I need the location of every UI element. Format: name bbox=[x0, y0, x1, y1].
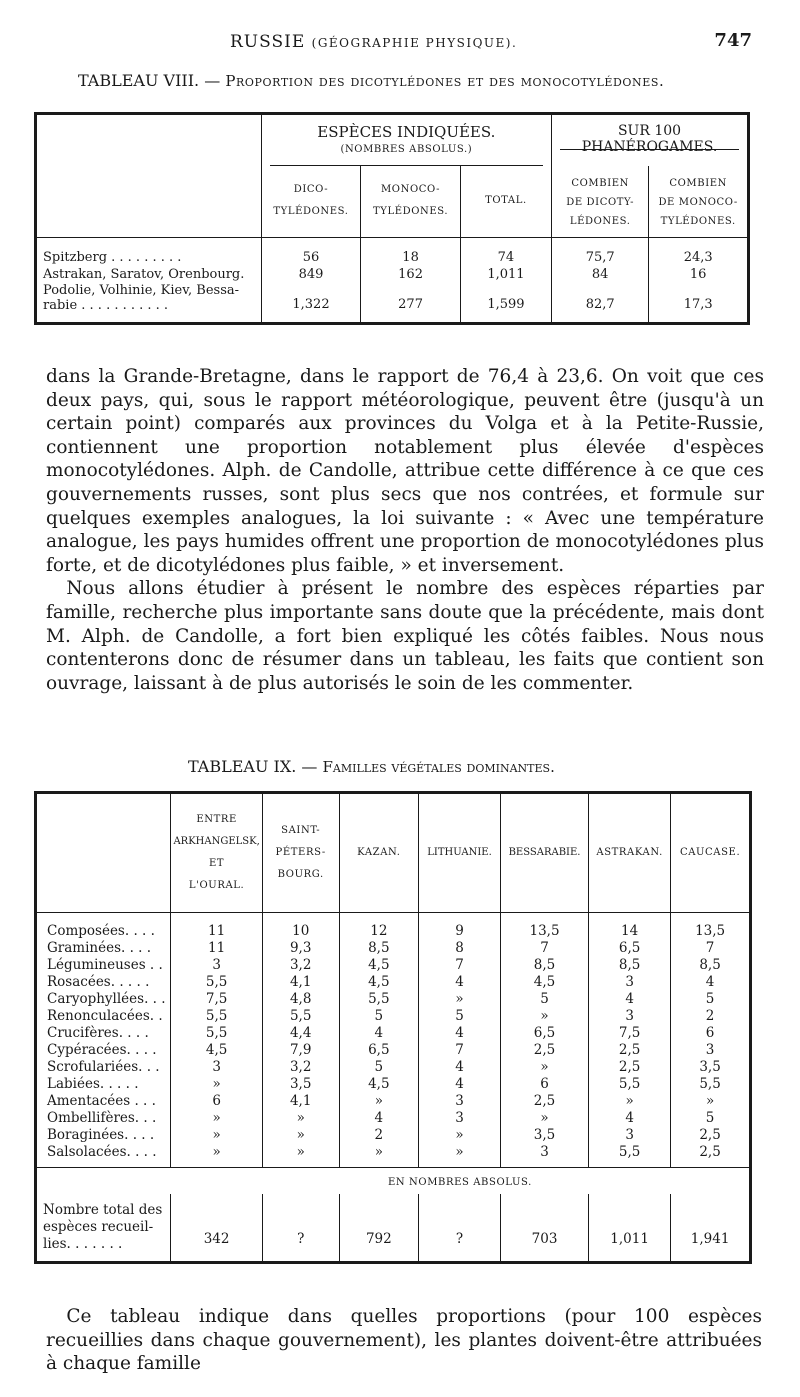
table9-family-name: Crucifères. . . . bbox=[47, 1025, 149, 1041]
table9-caption-number: TABLEAU IX. — bbox=[188, 757, 318, 776]
table9-cell: 5 bbox=[339, 1059, 419, 1076]
table9-total-cell: 1,941 bbox=[671, 1194, 751, 1262]
table9-corner bbox=[36, 793, 171, 913]
table9-family-name: Scrofulariées. . . bbox=[47, 1059, 160, 1075]
table9-family-name: Composées. . . . bbox=[47, 923, 155, 939]
table-row bbox=[36, 1008, 751, 1025]
table8-col-dico bbox=[261, 166, 361, 238]
table8-col-dico-line2: TYLÉDONES. bbox=[273, 206, 349, 218]
table8-caption-number: TABLEAU VIII. — bbox=[78, 71, 221, 90]
table9-cell: 5,5 bbox=[171, 974, 262, 991]
table8-cell: 24,3 bbox=[649, 238, 749, 266]
paragraph: Ce tableau indique dans quelles proportions (pour 100 espèces recueillies dans chaque gouvernement), les plantes doivent-être attribuées à chaque famille bbox=[46, 1306, 762, 1375]
table9-cell: 2 bbox=[339, 1127, 419, 1144]
table9-col-header bbox=[262, 793, 339, 913]
table9-family-name: Légumineuses . . bbox=[47, 957, 163, 973]
table9-col-header: ASTRAKAN. bbox=[589, 793, 671, 913]
table9-cell: 11 bbox=[171, 913, 262, 941]
table9-cell: 2,5 bbox=[671, 1144, 751, 1168]
table-row bbox=[36, 974, 751, 991]
table9-cell: 3 bbox=[589, 974, 671, 991]
table9-cell: 3,5 bbox=[501, 1127, 589, 1144]
table9-family-name: Caryophyllées. . . bbox=[47, 991, 166, 1007]
table9-cell: 6 bbox=[501, 1076, 589, 1093]
table8-col-pct-mono bbox=[649, 166, 749, 238]
table9-col-header-line: SAINT- bbox=[281, 825, 321, 836]
table9-cell: 4,5 bbox=[171, 1042, 262, 1059]
table-row bbox=[36, 940, 751, 957]
table8-row-label: Spitzberg . . . . . . . . . bbox=[43, 250, 182, 265]
table9-cell: 4 bbox=[339, 1110, 419, 1127]
table9-cell: 4 bbox=[419, 1076, 501, 1093]
table9-cell: 6 bbox=[671, 1025, 751, 1042]
table9-cell: 4 bbox=[419, 974, 501, 991]
table8-group1-header bbox=[261, 114, 551, 166]
table9-cell: 12 bbox=[339, 913, 419, 941]
table9-total-cell: ? bbox=[262, 1194, 339, 1262]
table9-cell: 8,5 bbox=[671, 957, 751, 974]
table9-cell: » bbox=[171, 1144, 262, 1168]
table9-cell: 5 bbox=[671, 1110, 751, 1127]
table9-col-header-line: ET bbox=[209, 858, 225, 869]
table8-row-label bbox=[36, 283, 262, 323]
table9-cell: 5 bbox=[671, 991, 751, 1008]
table9-total-label bbox=[36, 1194, 171, 1262]
table9-cell: » bbox=[589, 1093, 671, 1110]
table9-cell: 7 bbox=[671, 940, 751, 957]
table9-family-name: Graminées. . . . bbox=[47, 940, 152, 956]
table9-cell: 7,5 bbox=[589, 1025, 671, 1042]
table9-cell: 3 bbox=[171, 957, 262, 974]
table9-cell: 14 bbox=[589, 913, 671, 941]
table9-col-header: KAZAN. bbox=[339, 793, 419, 913]
table9-cell: 3 bbox=[589, 1127, 671, 1144]
table8-group1-title: ESPÈCES INDIQUÉES. bbox=[317, 123, 496, 141]
table9-cell: 7 bbox=[501, 940, 589, 957]
table9-total-cell: 1,011 bbox=[589, 1194, 671, 1262]
table8-corner bbox=[36, 114, 262, 238]
table-row bbox=[36, 1042, 751, 1059]
table9-cell: 5 bbox=[501, 991, 589, 1008]
table9-cell: 4,5 bbox=[339, 974, 419, 991]
table9-family-name: Ombellifères. . . bbox=[47, 1110, 157, 1126]
table9-cell: » bbox=[419, 1144, 501, 1168]
table-row bbox=[36, 1059, 751, 1076]
table-row bbox=[36, 265, 749, 283]
table9-cell: 10 bbox=[262, 913, 339, 941]
table9-cell: 2,5 bbox=[589, 1059, 671, 1076]
table9-cell: » bbox=[671, 1093, 751, 1110]
table-row bbox=[36, 1127, 751, 1144]
table8-cell: 74 bbox=[460, 238, 551, 266]
table9-cell: » bbox=[419, 1127, 501, 1144]
table8-cell: 17,3 bbox=[649, 283, 749, 323]
table9-cell: 4 bbox=[589, 1110, 671, 1127]
table8-col-mono-line1: MONOCO- bbox=[380, 184, 441, 196]
table9-cell: 7 bbox=[419, 957, 501, 974]
table9-cell: 5,5 bbox=[589, 1144, 671, 1168]
table9-family-name: Salsolacées. . . . bbox=[47, 1144, 157, 1160]
table9-absolute-label: EN NOMBRES ABSOLUS. bbox=[171, 1168, 751, 1195]
table-row bbox=[36, 1076, 751, 1093]
table9-absolute-spacer bbox=[36, 1168, 171, 1195]
table9-cell: 5,5 bbox=[262, 1008, 339, 1025]
table9-cell: » bbox=[262, 1144, 339, 1168]
table9-cell: 6,5 bbox=[501, 1025, 589, 1042]
paragraph: Nous allons étudier à présent le nombre des espèces réparties par famille, recherche plus importante sans doute que la précédente, mais dont M. Alph. de Candolle, a fort bien expliqué les côtés faibles. Nous nous contenterons donc de résumer dans un tableau, les faits que contient son ouvrage, laissant à de plus autorisés le soin de les commenter. bbox=[46, 578, 764, 694]
table9-cell: 4 bbox=[419, 1059, 501, 1076]
table9-col-header-line: L'OURAL. bbox=[188, 880, 245, 891]
table8-col-pct-mono-line3: TYLÉDONES. bbox=[660, 216, 736, 227]
table9-cell: 2,5 bbox=[671, 1127, 751, 1144]
table9-cell: 4,8 bbox=[262, 991, 339, 1008]
table9-cell: 8 bbox=[419, 940, 501, 957]
table9-family-name: Rosacées. . . . . bbox=[47, 974, 150, 990]
table9-cell: 4 bbox=[589, 991, 671, 1008]
table9-col-header: BESSARABIE. bbox=[501, 793, 589, 913]
table8-caption bbox=[78, 71, 664, 90]
page-number: 747 bbox=[714, 30, 752, 51]
table8-cell: 82,7 bbox=[552, 283, 649, 323]
table9-cell: 4,4 bbox=[262, 1025, 339, 1042]
table9-cell: 8,5 bbox=[501, 957, 589, 974]
table9-cell: 6,5 bbox=[339, 1042, 419, 1059]
table8-group2-rule bbox=[560, 149, 739, 150]
table8-cell: 56 bbox=[261, 238, 361, 266]
table8-col-pct-dico-line1: COMBIEN bbox=[571, 178, 629, 189]
table9-cell: 6 bbox=[171, 1093, 262, 1110]
table9-cell: 4,5 bbox=[501, 974, 589, 991]
table9-cell: » bbox=[339, 1093, 419, 1110]
table9-cell: 2 bbox=[671, 1008, 751, 1025]
table8-col-total: TOTAL. bbox=[460, 166, 551, 238]
table9-cell: 7 bbox=[419, 1042, 501, 1059]
table9-cell: 9 bbox=[419, 913, 501, 941]
table9-total-label-line: Nombre total des bbox=[43, 1201, 163, 1218]
table8-col-mono bbox=[361, 166, 461, 238]
table9-cell: 5,5 bbox=[171, 1025, 262, 1042]
table9-cell: 5,5 bbox=[171, 1008, 262, 1025]
table-row bbox=[36, 1144, 751, 1168]
table9-cell: 3 bbox=[419, 1110, 501, 1127]
table9-family-name: Cypéracées. . . . bbox=[47, 1042, 157, 1058]
table8-cell: 849 bbox=[261, 265, 361, 283]
table9-col-header-line: ENTRE bbox=[196, 814, 237, 825]
table8-group2-title: SUR 100 PHANÉROGAMES. bbox=[581, 123, 718, 155]
table9-col-header: CAUCASE. bbox=[671, 793, 751, 913]
table9-cell: 5,5 bbox=[589, 1076, 671, 1093]
table9-col-header-line: BOURG. bbox=[277, 869, 324, 880]
table8-cell: 1,599 bbox=[460, 283, 551, 323]
table9-total-cell: 703 bbox=[501, 1194, 589, 1262]
table9-cell: 4 bbox=[419, 1025, 501, 1042]
table9-total-cell: 342 bbox=[171, 1194, 262, 1262]
table8-cell: 277 bbox=[361, 283, 461, 323]
table9-cell: 5,5 bbox=[339, 991, 419, 1008]
table9-cell: 6,5 bbox=[589, 940, 671, 957]
table9-cell: 13,5 bbox=[501, 913, 589, 941]
table8-row-label: Astrakan, Saratov, Orenbourg. bbox=[43, 266, 245, 282]
table9-cell: 3,2 bbox=[262, 957, 339, 974]
table9-col-header-line: PÉTERS- bbox=[275, 847, 326, 858]
header-title-main: RUSSIE bbox=[230, 32, 306, 52]
table8 bbox=[34, 112, 750, 325]
table9-cell: 13,5 bbox=[671, 913, 751, 941]
table8-col-pct-mono-line2: DE MONOCO- bbox=[658, 197, 738, 208]
table9-cell: 7,5 bbox=[171, 991, 262, 1008]
table9-cell: 3,2 bbox=[262, 1059, 339, 1076]
table8-cell: 162 bbox=[361, 265, 461, 283]
table8-cell: 84 bbox=[552, 265, 649, 283]
table9-cell: 8,5 bbox=[339, 940, 419, 957]
table9-cell: » bbox=[171, 1076, 262, 1093]
table8-col-pct-dico bbox=[552, 166, 649, 238]
running-header bbox=[230, 32, 517, 52]
table9-cell: 11 bbox=[171, 940, 262, 957]
table9-cell: » bbox=[501, 1059, 589, 1076]
table-row bbox=[36, 283, 749, 323]
table9-total-cell: ? bbox=[419, 1194, 501, 1262]
table8-cell: 75,7 bbox=[552, 238, 649, 266]
table-row bbox=[36, 957, 751, 974]
table9-cell: 4,1 bbox=[262, 974, 339, 991]
table-row bbox=[36, 1093, 751, 1110]
table8-col-pct-mono-line1: COMBIEN bbox=[669, 178, 727, 189]
table9-cell: 4,1 bbox=[262, 1093, 339, 1110]
table9-total-cell: 792 bbox=[339, 1194, 419, 1262]
table9-body bbox=[36, 913, 751, 1168]
table9-cell: » bbox=[339, 1144, 419, 1168]
table-row bbox=[36, 1194, 751, 1262]
table9-col-header-line: ARKHANGELSK, bbox=[173, 836, 260, 847]
table9-col-header bbox=[171, 793, 262, 913]
header-title-sub: (GÉOGRAPHIE PHYSIQUE). bbox=[311, 36, 518, 50]
table9-cell: 3 bbox=[419, 1093, 501, 1110]
table9-cell: 4 bbox=[671, 974, 751, 991]
table9-cell: 3 bbox=[501, 1144, 589, 1168]
table8-row-label-line1: Podolie, Volhinie, Kiev, Bessa- bbox=[43, 283, 240, 299]
table8-cell: 1,322 bbox=[261, 283, 361, 323]
table9-cell: 8,5 bbox=[589, 957, 671, 974]
table9-cell: 5 bbox=[419, 1008, 501, 1025]
table9-cell: 4,5 bbox=[339, 1076, 419, 1093]
table9-total-label-line: lies. . . . . . . bbox=[43, 1235, 123, 1252]
table9-family-name: Amentacées . . . bbox=[47, 1093, 156, 1109]
table9-cell: » bbox=[171, 1127, 262, 1144]
table9-cell: » bbox=[419, 991, 501, 1008]
table9-total-label-line: espèces recueil- bbox=[43, 1218, 154, 1235]
body-text-1 bbox=[46, 365, 764, 695]
table9-cell: 5 bbox=[339, 1008, 419, 1025]
table8-cell: 1,011 bbox=[460, 265, 551, 283]
table8-cell: 16 bbox=[649, 265, 749, 283]
table8-row-label-line2: rabie . . . . . . . . . . . bbox=[43, 298, 169, 314]
table9-family-name: Boraginées. . . . bbox=[47, 1127, 155, 1143]
table9-cell: » bbox=[501, 1110, 589, 1127]
table9-family-name: Renonculacées. . bbox=[47, 1008, 163, 1024]
table8-group2-header bbox=[552, 114, 749, 166]
table9-cell: 7,9 bbox=[262, 1042, 339, 1059]
table9-family-name: Labiées. . . . . bbox=[47, 1076, 139, 1092]
table9-caption-text: Familles végétales dominantes. bbox=[322, 758, 555, 776]
table9-cell: 4 bbox=[339, 1025, 419, 1042]
table8-col-dico-line1: DICO- bbox=[293, 184, 329, 196]
table9-cell: 2,5 bbox=[501, 1093, 589, 1110]
table-row bbox=[36, 238, 749, 266]
table9-cell: 2,5 bbox=[589, 1042, 671, 1059]
table8-col-pct-dico-line2: DE DICOTY- bbox=[566, 197, 635, 208]
table8-col-mono-line2: TYLÉDONES. bbox=[372, 206, 449, 218]
table9-cell: 4,5 bbox=[339, 957, 419, 974]
table9-caption bbox=[188, 757, 555, 776]
table9-cell: 3 bbox=[589, 1008, 671, 1025]
table8-group1-rule bbox=[270, 165, 543, 166]
table9-cell: 3 bbox=[671, 1042, 751, 1059]
table9-cell: 3,5 bbox=[262, 1076, 339, 1093]
table8-group1-subtitle: (NOMBRES ABSOLUS.) bbox=[340, 144, 473, 155]
paragraph: dans la Grande-Bretagne, dans le rapport de 76,4 à 23,6. On voit que ces deux pays, qui, sous le rapport météorologique, peuvent être (jusqu'à un certain point) comparés aux provinces du Volga et à la Petite-Russie, contiennent une proportion notablement plus élevée d'espèces monocotylédones. Alph. de Candolle, attribue cette différence à ce que ces gouvernements russes, sont plus secs que nos contrées, et formule sur quelques exemples analogues, la loi suivante : « Avec une température analogue, les pays humides offrent une proportion de monocotylédones plus forte, et de dicotylédones plus faible, » et inversement. bbox=[46, 366, 764, 576]
table8-cell: 18 bbox=[361, 238, 461, 266]
table9-cell: 2,5 bbox=[501, 1042, 589, 1059]
table-row bbox=[36, 913, 751, 941]
table-row bbox=[36, 991, 751, 1008]
table9-cell: 3,5 bbox=[671, 1059, 751, 1076]
table9-cell: » bbox=[262, 1127, 339, 1144]
table8-caption-text: Proportion des dicotylédones et des monocotylédones. bbox=[225, 72, 665, 90]
table9-col-header: LITHUANIE. bbox=[419, 793, 501, 913]
table9-cell: » bbox=[171, 1110, 262, 1127]
table-row bbox=[36, 1025, 751, 1042]
table9 bbox=[34, 791, 752, 1264]
table9-cell: 9,3 bbox=[262, 940, 339, 957]
table8-col-pct-dico-line3: LÉDONES. bbox=[569, 216, 631, 227]
table9-cell: 3 bbox=[171, 1059, 262, 1076]
table9-cell: » bbox=[262, 1110, 339, 1127]
table9-cell: 5,5 bbox=[671, 1076, 751, 1093]
table9-cell: » bbox=[501, 1008, 589, 1025]
table-row bbox=[36, 1110, 751, 1127]
body-text-2 bbox=[46, 1305, 762, 1376]
